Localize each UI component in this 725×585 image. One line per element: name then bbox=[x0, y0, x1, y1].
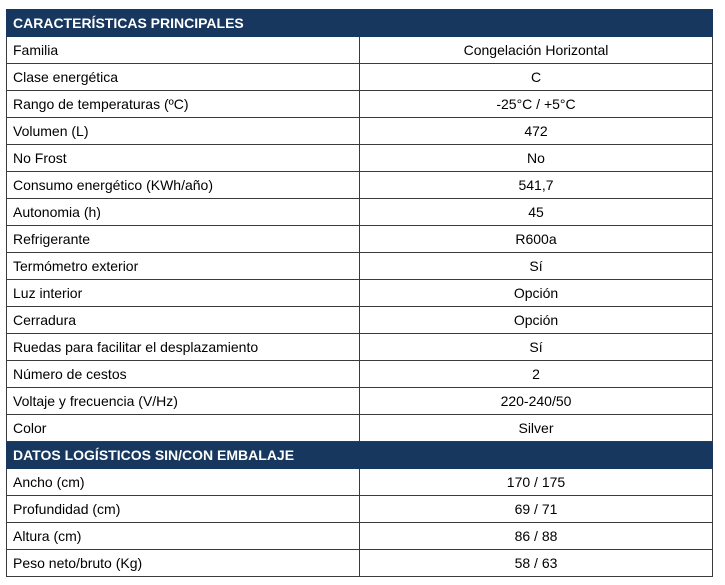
spec-value: No bbox=[360, 145, 713, 172]
spec-label: Profundidad (cm) bbox=[7, 496, 360, 523]
spec-value: 170 / 175 bbox=[360, 469, 713, 496]
spec-row bbox=[7, 469, 713, 496]
spec-value: Silver bbox=[360, 415, 713, 442]
spec-value: 220-240/50 bbox=[360, 388, 713, 415]
spec-value: C bbox=[360, 64, 713, 91]
spec-label: Refrigerante bbox=[7, 226, 360, 253]
spec-value: 86 / 88 bbox=[360, 523, 713, 550]
spec-value: 45 bbox=[360, 199, 713, 226]
spec-label: Familia bbox=[7, 37, 360, 64]
spec-row bbox=[7, 388, 713, 415]
spec-label: Número de cestos bbox=[7, 361, 360, 388]
spec-label: Clase energética bbox=[7, 64, 360, 91]
spec-label: Luz interior bbox=[7, 280, 360, 307]
spec-label: Peso neto/bruto (Kg) bbox=[7, 550, 360, 577]
spec-label: Autonomia (h) bbox=[7, 199, 360, 226]
spec-row bbox=[7, 523, 713, 550]
spec-label: Ancho (cm) bbox=[7, 469, 360, 496]
spec-label: Altura (cm) bbox=[7, 523, 360, 550]
spec-row bbox=[7, 307, 713, 334]
spec-row bbox=[7, 37, 713, 64]
spec-value: Opción bbox=[360, 280, 713, 307]
spec-row bbox=[7, 550, 713, 577]
spec-label: Ruedas para facilitar el desplazamiento bbox=[7, 334, 360, 361]
spec-label: Volumen (L) bbox=[7, 118, 360, 145]
spec-value: 541,7 bbox=[360, 172, 713, 199]
spec-label: Consumo energético (KWh/año) bbox=[7, 172, 360, 199]
spec-label: Color bbox=[7, 415, 360, 442]
spec-row bbox=[7, 334, 713, 361]
spec-row bbox=[7, 253, 713, 280]
spec-value: 69 / 71 bbox=[360, 496, 713, 523]
spec-row bbox=[7, 280, 713, 307]
specifications-table bbox=[6, 9, 713, 577]
section-header bbox=[7, 442, 713, 469]
spec-value: 58 / 63 bbox=[360, 550, 713, 577]
spec-value: Sí bbox=[360, 334, 713, 361]
spec-row bbox=[7, 199, 713, 226]
spec-label: Cerradura bbox=[7, 307, 360, 334]
spec-value: R600a bbox=[360, 226, 713, 253]
spec-label: Voltaje y frecuencia (V/Hz) bbox=[7, 388, 360, 415]
spec-value: Sí bbox=[360, 253, 713, 280]
spec-value: 472 bbox=[360, 118, 713, 145]
spec-value: Congelación Horizontal bbox=[360, 37, 713, 64]
spec-row bbox=[7, 64, 713, 91]
spec-row bbox=[7, 172, 713, 199]
section-header bbox=[7, 10, 713, 37]
section-title: CARACTERÍSTICAS PRINCIPALES bbox=[7, 10, 713, 37]
spec-row bbox=[7, 361, 713, 388]
spec-value: -25°C / +5°C bbox=[360, 91, 713, 118]
spec-label: Termómetro exterior bbox=[7, 253, 360, 280]
section-title: DATOS LOGÍSTICOS SIN/CON EMBALAJE bbox=[7, 442, 713, 469]
spec-label: Rango de temperaturas (ºC) bbox=[7, 91, 360, 118]
spec-row bbox=[7, 145, 713, 172]
spec-row bbox=[7, 118, 713, 145]
specifications-body bbox=[7, 10, 713, 577]
spec-value: 2 bbox=[360, 361, 713, 388]
spec-row bbox=[7, 496, 713, 523]
spec-row bbox=[7, 91, 713, 118]
spec-label: No Frost bbox=[7, 145, 360, 172]
spec-value: Opción bbox=[360, 307, 713, 334]
spec-row bbox=[7, 415, 713, 442]
spec-row bbox=[7, 226, 713, 253]
